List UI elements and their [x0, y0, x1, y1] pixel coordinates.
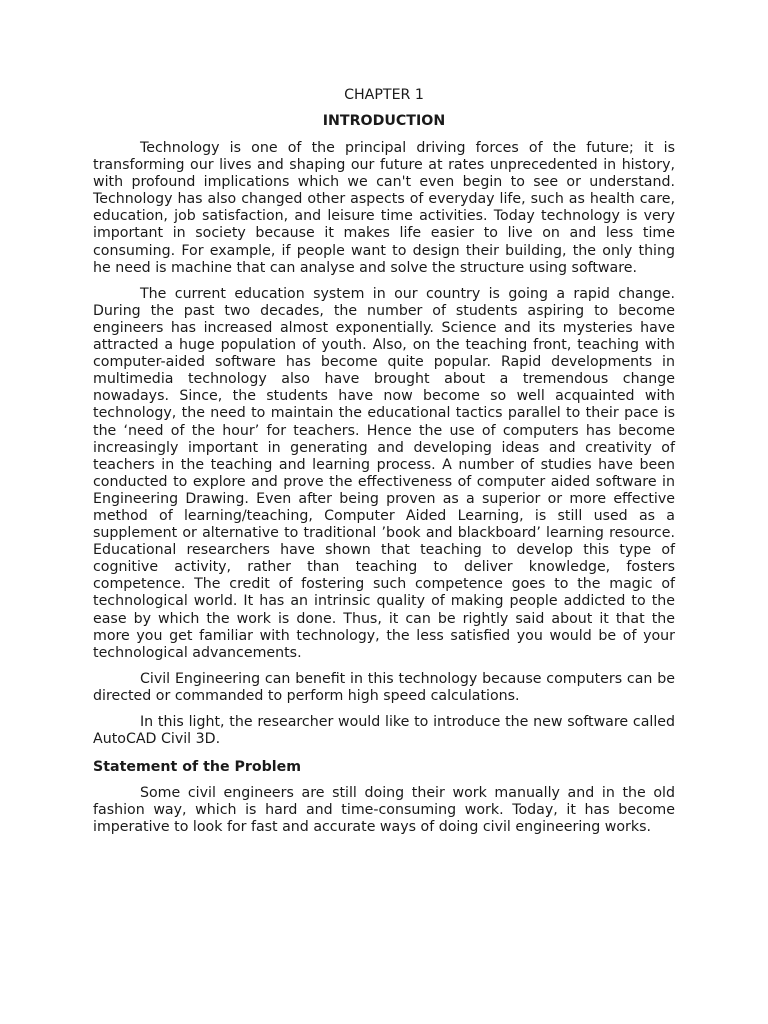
chapter-title: INTRODUCTION: [322, 113, 446, 129]
intro-paragraph: Technology is one of the principal driving forces of the future; it is transforming our lives and shaping our future at rates unprecedented in history, with profound implications which we can't even begin to see or understand. Technology has also changed other aspects of everyday life, such as health care, education, job satisfaction, and leisure time activities. Today technology is very important in society because it makes life easier to live on and less time consuming. For example, if people want to design their building, the only thing he need is machine that can analyse and solve the structure using software.: [93, 140, 675, 276]
section-heading: Statement of the Problem: [93, 759, 302, 776]
intro-paragraph: In this light, the researcher would like to introduce the new software called AutoCAD Civil 3D.: [93, 714, 675, 748]
chapter-label: CHAPTER 1: [344, 87, 424, 103]
intro-paragraph: Civil Engineering can benefit in this technology because computers can be directed or commanded to perform high speed calculations.: [93, 670, 675, 704]
intro-paragraph: The current education system in our country is going a rapid change. During the past two decades, the number of students aspiring to become engineers has increased almost exponentially. Science and its mysteries have attracted a huge population of youth. Also, on the teaching front, teaching with computer-aided software has become quite popular. Rapid developments in multimedia technology also have brought about a tremendous change nowadays. Since, the students have now become so well acquainted with technology, the need to maintain the educational tactics parallel to their pace is the ‘need of the hour’ for teachers. Hence the use of computers has become increasingly important in generating and developing ideas and creativity of teachers in the teaching and learning process. A number of studies have been conducted to explore and prove the effectiveness of computer aided software in Engineering Drawing. Even after being proven as a superior or more effective method of learning/teaching, Computer Aided Learning, is still used as a supplement or alternative to traditional ’book and blackboard’ learning resource. Educational researchers have shown that teaching to develop this type of cognitive activity, rather than teaching to deliver knowledge, fosters competence. The credit of fostering such competence goes to the magic of technological world. It has an intrinsic quality of making people addicted to the ease by which the work is done. Thus, it can be rightly said about it that the more you get familiar with technology, the less satisfied you would be of your technological advancements.: [93, 285, 675, 661]
page-content: [93, 86, 675, 845]
section-paragraph: Some civil engineers are still doing their work manually and in the old fashion way, which is hard and time-consuming work. Today, it has become imperative to look for fast and accurate ways of doing civil engineering works.: [93, 785, 675, 836]
